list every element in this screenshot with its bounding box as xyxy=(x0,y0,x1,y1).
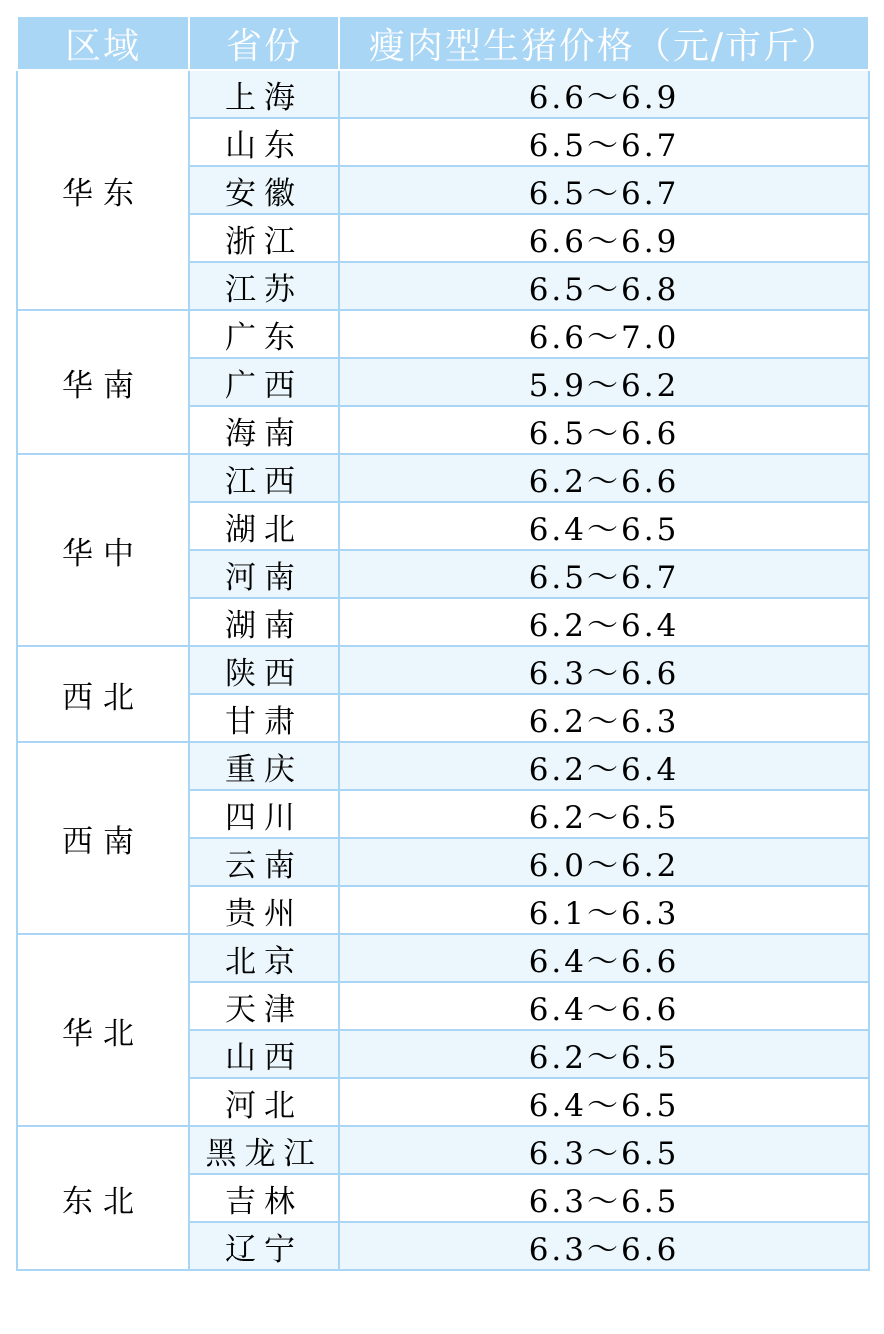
province-cell: 吉林 xyxy=(189,1174,339,1222)
region-cell: 西南 xyxy=(17,742,189,934)
province-cell: 山东 xyxy=(189,118,339,166)
region-cell: 华中 xyxy=(17,454,189,646)
table-row xyxy=(17,70,869,118)
price-cell: 6.5～6.6 xyxy=(339,406,869,454)
price-cell: 6.2～6.3 xyxy=(339,694,869,742)
header-price: 瘦肉型生猪价格（元/市斤） xyxy=(339,16,869,70)
province-cell: 河南 xyxy=(189,550,339,598)
price-cell: 6.2～6.5 xyxy=(339,1030,869,1078)
region-cell: 华南 xyxy=(17,310,189,454)
price-cell: 6.6～7.0 xyxy=(339,310,869,358)
province-cell: 云南 xyxy=(189,838,339,886)
price-cell: 6.5～6.7 xyxy=(339,550,869,598)
table-row xyxy=(17,742,869,790)
price-cell: 6.1～6.3 xyxy=(339,886,869,934)
province-cell: 河北 xyxy=(189,1078,339,1126)
header-region: 区域 xyxy=(17,16,189,70)
price-cell: 6.2～6.5 xyxy=(339,790,869,838)
price-cell: 6.5～6.7 xyxy=(339,118,869,166)
table-row xyxy=(17,646,869,694)
price-cell: 6.2～6.4 xyxy=(339,598,869,646)
price-cell: 6.5～6.8 xyxy=(339,262,869,310)
province-cell: 广西 xyxy=(189,358,339,406)
price-cell: 6.3～6.6 xyxy=(339,1222,869,1270)
price-cell: 6.0～6.2 xyxy=(339,838,869,886)
province-cell: 甘肃 xyxy=(189,694,339,742)
price-cell: 6.4～6.6 xyxy=(339,934,869,982)
header-row xyxy=(17,16,869,70)
province-cell: 海南 xyxy=(189,406,339,454)
price-cell: 6.3～6.6 xyxy=(339,646,869,694)
province-cell: 湖南 xyxy=(189,598,339,646)
province-cell: 山西 xyxy=(189,1030,339,1078)
province-cell: 陕西 xyxy=(189,646,339,694)
table-row xyxy=(17,934,869,982)
province-cell: 安徽 xyxy=(189,166,339,214)
province-cell: 广东 xyxy=(189,310,339,358)
province-cell: 重庆 xyxy=(189,742,339,790)
price-cell: 6.2～6.4 xyxy=(339,742,869,790)
price-cell: 6.3～6.5 xyxy=(339,1126,869,1174)
province-cell: 湖北 xyxy=(189,502,339,550)
price-cell: 6.6～6.9 xyxy=(339,214,869,262)
table-row xyxy=(17,1126,869,1174)
pig-price-table xyxy=(16,15,870,1271)
price-cell: 6.4～6.6 xyxy=(339,982,869,1030)
province-cell: 四川 xyxy=(189,790,339,838)
province-cell: 上海 xyxy=(189,70,339,118)
province-cell: 天津 xyxy=(189,982,339,1030)
price-cell: 5.9～6.2 xyxy=(339,358,869,406)
province-cell: 浙江 xyxy=(189,214,339,262)
province-cell: 北京 xyxy=(189,934,339,982)
price-cell: 6.3～6.5 xyxy=(339,1174,869,1222)
price-cell: 6.4～6.5 xyxy=(339,1078,869,1126)
province-cell: 江苏 xyxy=(189,262,339,310)
region-cell: 华东 xyxy=(17,70,189,310)
price-cell: 6.5～6.7 xyxy=(339,166,869,214)
price-cell: 6.6～6.9 xyxy=(339,70,869,118)
province-cell: 贵州 xyxy=(189,886,339,934)
region-cell: 东北 xyxy=(17,1126,189,1270)
province-cell: 黑龙江 xyxy=(189,1126,339,1174)
region-cell: 西北 xyxy=(17,646,189,742)
province-cell: 辽宁 xyxy=(189,1222,339,1270)
price-cell: 6.2～6.6 xyxy=(339,454,869,502)
header-province: 省份 xyxy=(189,16,339,70)
province-cell: 江西 xyxy=(189,454,339,502)
table-body xyxy=(17,70,869,1270)
table-row xyxy=(17,454,869,502)
table-row xyxy=(17,310,869,358)
price-cell: 6.4～6.5 xyxy=(339,502,869,550)
region-cell: 华北 xyxy=(17,934,189,1126)
